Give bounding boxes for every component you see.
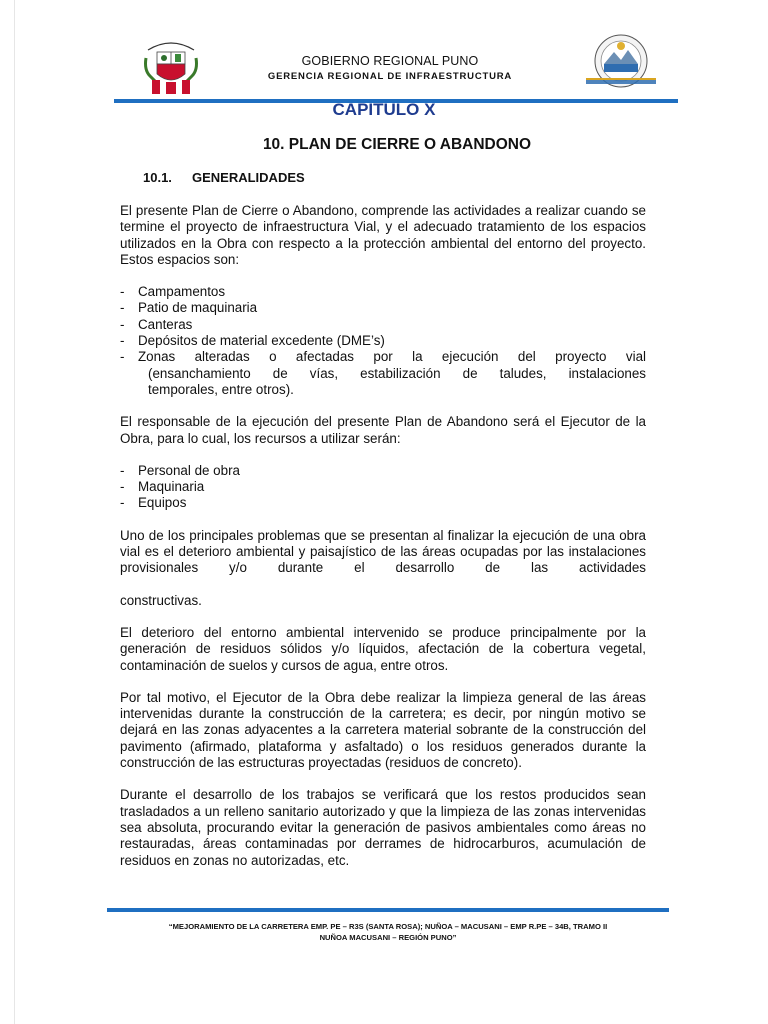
peru-coat-of-arms-icon <box>142 36 200 96</box>
paragraph-problems: Uno de los principales problemas que se presentan al finalizar la ejecución de una obra vial es el deterioro ambiental y paisajístico de las áreas ocupadas por las instalaciones provisionales y/o durante el desarrollo de las actividades <box>120 527 646 576</box>
subsection-title: GENERALIDADES <box>192 170 305 185</box>
list-item: - Patio de maquinaria <box>120 300 258 316</box>
list-item: - Canteras <box>120 316 193 332</box>
chapter-title: CAPITULO X <box>332 100 436 119</box>
subsection-number: 10.1. <box>143 170 172 185</box>
page-header <box>0 0 768 104</box>
list-item: - Campamentos <box>120 284 226 300</box>
subsection-heading <box>143 170 305 185</box>
section-title: 10. PLAN DE CIERRE O ABANDONO <box>262 136 532 153</box>
paragraph-verification: Durante el desarrollo de los trabajos se verificará que los restos producidos sean trasladados a un relleno sanitario autorizado y que la limpieza de las zonas intervenidas sea absoluta, procurando evitar la generación de pasivos ambientales como áreas no restauradas, áreas contaminadas por derrames de hidrocarburos, acumulación de residuos en zonas no autorizadas, etc. <box>120 787 646 868</box>
list-item: - Maquinaria <box>120 479 205 495</box>
paragraph-cleaning: Por tal motivo, el Ejecutor de la Obra debe realizar la limpieza general de las áreas intervenidas durante la construcción de la carretera; es decir, por ningún motivo se dejará en las zonas adyacentes a la carretera material sobrante de la construcción del pavimento (afirmado, plataforma y asfaltado) o los residuos generados durante la construcción de las estructuras proyectadas (residuos de concreto). <box>120 689 646 771</box>
paragraph-responsible: El responsable de la ejecución del presente Plan de Abandono será el Ejecutor de la Obra, para lo cual, los recursos a utilizar serán: <box>120 414 646 446</box>
government-subtitle: GERENCIA REGIONAL DE INFRAESTRUCTURA <box>267 71 513 82</box>
footer-rule <box>107 908 669 912</box>
paragraph-problems-end: constructivas. <box>120 592 202 608</box>
list-spaces <box>120 284 646 398</box>
list-item: - Personal de obra <box>120 462 240 478</box>
list-item: - Zonas alteradas o afectadas por la ejecución del proyecto vial (ensanchamiento de vías, estabilización de taludes, instalaciones temporales, entre otros). <box>120 349 646 397</box>
paragraph-deterioration: El deterioro del entorno ambiental intervenido se produce principalmente por la generación de residuos sólidos y/o líquidos, afectación de la cobertura vegetal, contaminación de suelos y cursos de agua, entre otros. <box>120 624 646 673</box>
page-footer <box>120 921 656 943</box>
list-resources <box>120 463 646 512</box>
list-item: - Equipos <box>120 495 187 511</box>
footer-line-2: NUÑOA MACUSANI – REGIÓN PUNO” <box>319 933 457 942</box>
document-body <box>120 203 646 869</box>
list-item: - Depósitos de material excedente (DME’s) <box>120 333 385 349</box>
paragraph-intro: El presente Plan de Cierre o Abandono, comprende las actividades a realizar cuando se termine el proyecto de infraestructura Vial, y el adecuado tratamiento de los espacios utilizados en la Obra con respecto a la protección ambiental del entorno del proyecto. Estos espacios son: <box>120 203 646 267</box>
government-title: GOBIERNO REGIONAL PUNO <box>301 54 479 68</box>
header-text <box>230 54 550 82</box>
puno-regional-seal-icon <box>584 32 658 90</box>
footer-line-1: “MEJORAMIENTO DE LA CARRETERA EMP. PE – R3S (SANTA ROSA); NUÑOA – MACUSANI – EMP R.PE – 34B, TRAMO II <box>168 922 608 931</box>
